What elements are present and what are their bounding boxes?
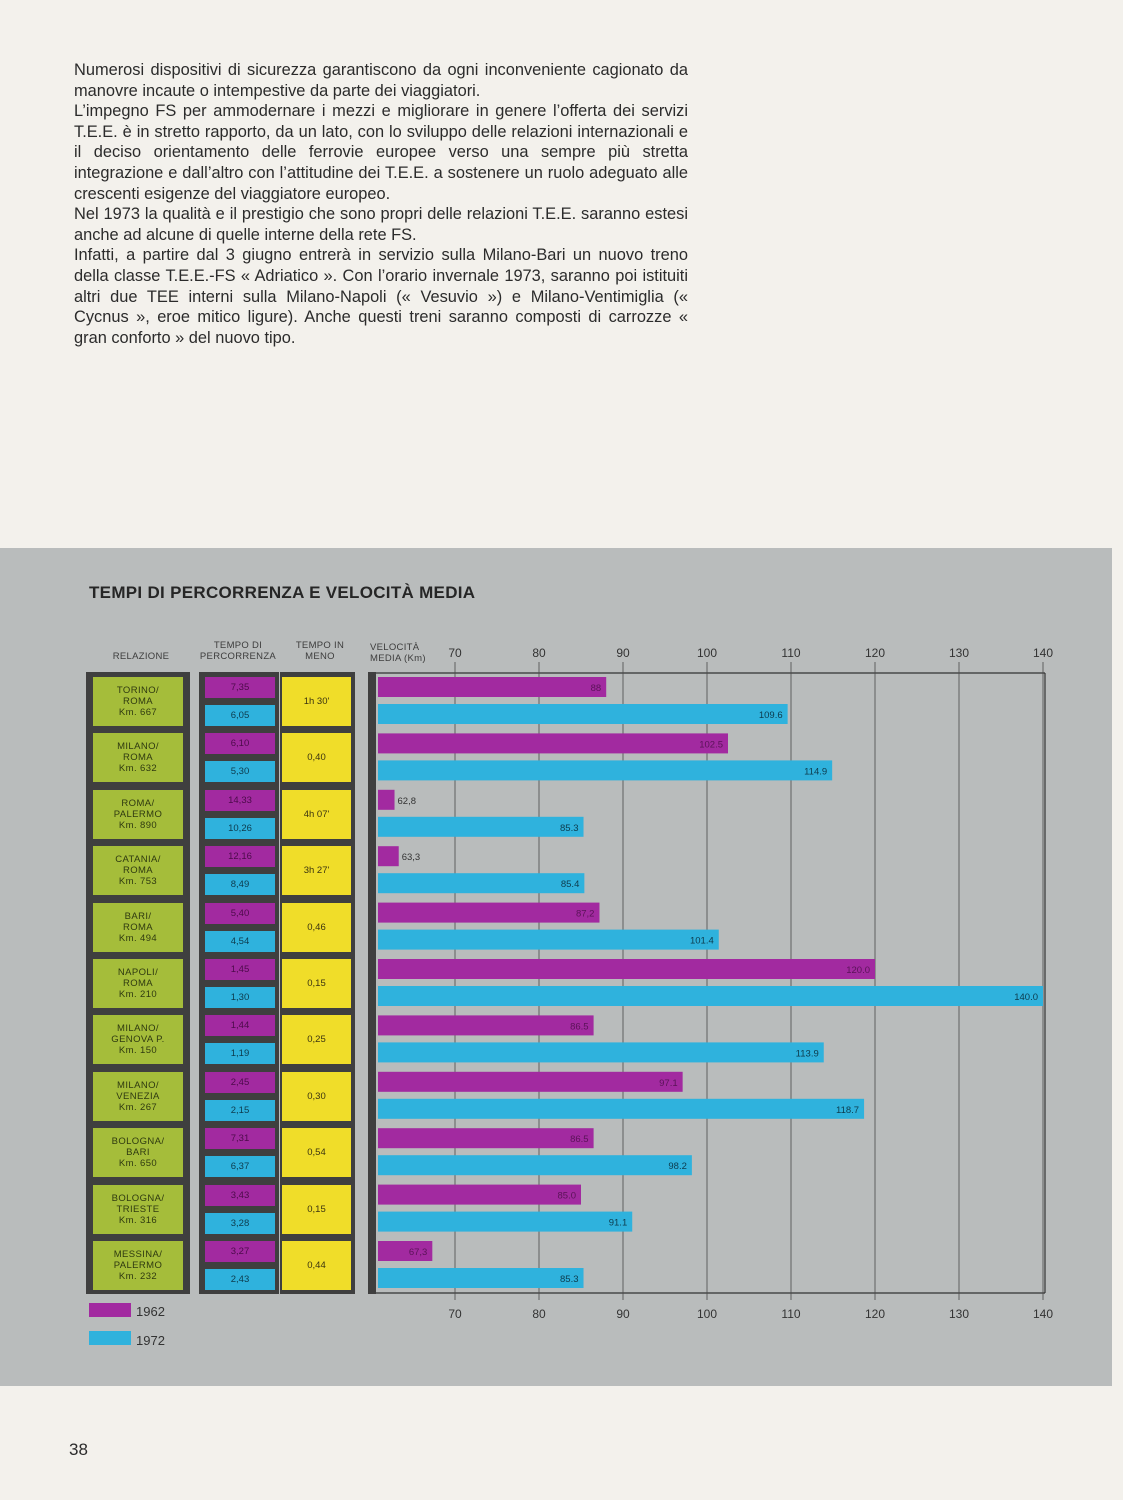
relazione-cell: NAPOLI/ ROMA Km. 210 [93,959,183,1008]
tempo-1962-cell: 1,44 [205,1015,275,1036]
data-label-1972: 98.2 [668,1161,687,1173]
tempo-in-meno-cell: 0,30 [282,1072,351,1121]
bar-1962 [378,1015,594,1035]
data-label-1962: 87,2 [575,908,595,920]
tempo-1972-cell: 3,28 [205,1213,275,1234]
tempo-in-meno-cell: 1h 30' [282,677,351,726]
tempo-1972-cell: 2,43 [205,1269,275,1290]
relazione-cell: MILANO/ ROMA Km. 632 [93,733,183,782]
relazione-cell: BOLOGNA/ TRIESTE Km. 316 [93,1185,183,1234]
header-tempo-di-percorrenza: TEMPO DI PERCORRENZA [199,640,277,662]
tempo-1972-cell: 1,30 [205,987,275,1008]
tempo-in-meno-cell: 0,25 [282,1015,351,1064]
data-label-1962: 62,8 [397,795,417,807]
bar-1962 [378,959,875,979]
tempo-1972-cell: 6,37 [205,1156,275,1177]
tempo-in-meno-cell: 0,46 [282,903,351,952]
tempo-1962-cell: 12,16 [205,846,275,867]
tick-label-top: 100 [696,646,718,660]
tempo-in-meno-cell: 4h 07' [282,790,351,839]
data-label-1962: 86.5 [570,1134,589,1146]
bar-1972 [378,1042,824,1062]
intro-paragraph: Numerosi dispositivi di sicurezza garantiscono da ogni inconveniente cagionato da manovre incaute o intempestive da parte dei viaggiatori. [74,61,688,100]
tempo-1972-cell: 6,05 [205,705,275,726]
tempo-1972-cell: 1,19 [205,1043,275,1064]
bar-1972 [378,1268,584,1288]
data-label-1972: 118.7 [836,1104,860,1116]
bar-1962 [378,903,599,923]
data-label-1972: 91.1 [608,1217,628,1229]
tick-label-bottom: 100 [696,1307,718,1321]
tick-label-top: 140 [1032,646,1054,660]
header-velocita-media: VELOCITÀ MEDIA (Km) [370,642,426,664]
tempo-1972-cell: 4,54 [205,931,275,952]
data-label-1962: 63,3 [401,852,421,864]
tempo-1962-cell: 2,45 [205,1072,275,1093]
bar-1972 [378,1099,864,1119]
tick-label-bottom: 80 [532,1307,546,1321]
data-label-1962: 88 [590,683,602,694]
data-label-1972: 109.6 [758,710,783,721]
data-label-1972: 114.9 [804,766,828,778]
relazione-cell: ROMA/ PALERMO Km. 890 [93,790,183,839]
relazione-cell: TORINO/ ROMA Km. 667 [93,677,183,726]
bar-1962 [378,677,606,697]
tick-label-top: 130 [948,646,970,660]
tick-label-bottom: 120 [864,1307,886,1321]
tempo-1972-cell: 5,30 [205,761,275,782]
tempo-1962-cell: 3,27 [205,1241,275,1262]
bar-1972 [378,986,1043,1006]
tempo-in-meno-cell: 3h 27' [282,846,351,895]
tempo-1962-cell: 6,10 [205,733,275,754]
bar-1962 [378,1185,581,1205]
intro-paragraph: L’impegno FS per ammodernare i mezzi e migliorare in genere l’offerta dei servizi T.E.E. è in stretto rapporto, da un lato, con lo sviluppo delle relazioni internazionali e il deciso orientamento delle ferrovie europee verso una sempre più stretta integrazione e dall’altro con l’attitudine dei T.E.E. a sostenere un ruolo adeguato alle crescenti esigenze del viaggiatore europeo. [74,102,688,203]
data-label-1962: 85.0 [557,1190,576,1202]
bar-1972 [378,873,584,893]
intro-paragraph: Nel 1973 la qualità e il prestigio che sono propri delle relazioni T.E.E. saranno estesi anche ad alcune di quelle interne della rete FS. [74,205,688,244]
data-label-1972: 85.3 [560,822,579,834]
header-relazione: RELAZIONE [112,651,170,662]
data-label-1972: 140.0 [1014,992,1038,1003]
tempo-1962-cell: 7,35 [205,677,275,698]
bar-1972 [378,704,788,724]
tick-label-bottom: 90 [616,1307,630,1321]
data-label-1962: 67,3 [408,1247,428,1258]
tempo-in-meno-cell: 0,54 [282,1128,351,1177]
relazione-cell: MILANO/ GENOVA P. Km. 150 [93,1015,183,1064]
bar-1972 [378,1212,632,1232]
tempo-1962-cell: 1,45 [205,959,275,980]
tempo-in-meno-cell: 0,44 [282,1241,351,1290]
legend-swatch-1962 [89,1303,131,1317]
intro-paragraph: Infatti, a partire dal 3 giugno entrerà in servizio sulla Milano-Bari un nuovo treno della classe T.E.E.-FS « Adriatico ». Con l’orario invernale 1973, saranno poi istituiti altri due TEE interni sulla Milano-Napoli (« Vesuvio ») e Milano-Ventimiglia (« Cycnus », eroe mitico ligure). Anche questi treni saranno composti di carrozze « gran conforto » del nuovo tipo. [74,246,688,347]
bar-1962 [378,846,399,866]
tempo-1962-cell: 7,31 [205,1128,275,1149]
data-label-1972: 85.3 [560,1274,579,1285]
header-tempo-in-meno: TEMPO IN MENO [295,640,345,662]
data-label-1972: 101.4 [689,935,714,947]
tick-label-top: 110 [781,646,801,660]
tick-label-bottom: 110 [781,1307,801,1321]
legend-swatch-1972 [89,1331,131,1345]
bar-1972 [378,1155,692,1175]
tick-label-top: 120 [864,646,886,660]
tempo-in-meno-cell: 0,15 [282,959,351,1008]
bar-1962 [378,790,395,810]
tempo-1972-cell: 10,26 [205,818,275,839]
bar-1972 [378,817,584,837]
data-label-1962: 86.5 [570,1021,589,1033]
bar-1972 [378,930,719,950]
tempo-1962-cell: 14,33 [205,790,275,811]
relazione-cell: CATANIA/ ROMA Km. 753 [93,846,183,895]
page-number: 38 [69,1440,88,1459]
data-label-1972: 113.9 [795,1048,819,1060]
relazione-cell: BARI/ ROMA Km. 494 [93,903,183,952]
data-label-1962: 102.5 [699,739,723,751]
bar-1962 [378,1128,594,1148]
bar-1962 [378,1072,683,1092]
data-label-1972: 85.4 [560,879,580,891]
tick-label-bottom: 130 [948,1307,970,1321]
relazione-cell: MESSINA/ PALERMO Km. 232 [93,1241,183,1290]
tempo-1972-cell: 8,49 [205,874,275,895]
tick-label-bottom: 70 [448,1307,462,1321]
relazione-cell: MILANO/ VENEZIA Km. 267 [93,1072,183,1121]
bar-1972 [378,760,832,780]
relazione-cell: BOLOGNA/ BARI Km. 650 [93,1128,183,1177]
tick-label-bottom: 140 [1032,1307,1054,1321]
tempo-1962-cell: 5,40 [205,903,275,924]
tempo-1962-cell: 3,43 [205,1185,275,1206]
tempo-in-meno-cell: 0,15 [282,1185,351,1234]
tick-label-top: 70 [448,646,462,660]
chart-title: TEMPI DI PERCORRENZA E VELOCITÀ MEDIA [89,583,476,602]
bar-1962 [378,733,728,753]
legend-label-1962: 1962 [136,1304,165,1319]
legend-label-1972: 1972 [136,1333,165,1348]
tick-label-top: 80 [532,646,546,660]
tempo-1972-cell: 2,15 [205,1100,275,1121]
tempo-in-meno-cell: 0,40 [282,733,351,782]
data-label-1962: 97.1 [659,1077,678,1089]
data-label-1962: 120.0 [846,965,870,976]
tick-label-top: 90 [616,646,630,660]
